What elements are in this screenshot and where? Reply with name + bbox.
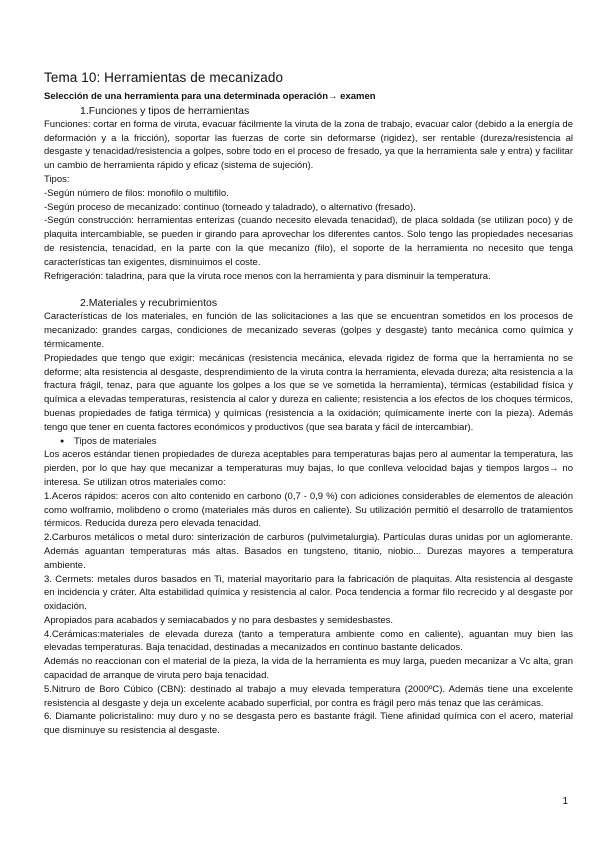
- tipo-filos: -Según número de filos: monofilo o multifilo.: [44, 187, 229, 199]
- spacer: [44, 283, 573, 296]
- item-aceros-rapidos: 1.Aceros rápidos: aceros con alto contenido en carbono (0,7 - 0,9 %) con adiciones considerables de elementos de aleación como wolframio, molibdeno o cromo (materiales más duros en caliente). Su utilización permitió el desarrollo de tratamientos térmicos. Reducida dureza pero elevada tenacidad.: [44, 490, 573, 530]
- bullet-icon: ●: [60, 437, 65, 445]
- propiedades-paragraph: Propiedades que tengo que exigir: mecánicas (resistencia mecánica, elevada rigidez de forma que la herramienta no se deforme; alta resistencia al desgaste, desprendimiento de la viruta contra la herramienta, elevada dureza; alta resistencia a la fractura frágil, tenaz, para que aguante los golpes a los que se ve sometida la herramienta), térmicas (estabilidad física y química a elevadas temperaturas, resistencia al calor y dureza en caliente; resistencia a los efectos de los choques térmicos, buenas propiedades de fatiga térmica) y químicas (resistencia a la oxidación; químicamente inerte con la pieza). Además tengo que tener en cuenta factores económicos y productivos (que sea barata y fácil de intercambiar).: [44, 352, 573, 433]
- item-cermets-extra: Apropiados para acabados y semiacabados y no para desbastes y semidesbastes.: [44, 614, 394, 626]
- tipo-construccion: -Según construcción: herramientas enterizas (cuando necesito elevada tenacidad), de placa soldada (se utilizan poco) y de plaquita intercambiable, se pueden ir girando para aprovechar los diferentes cantos. Solo tengo las propiedades necesarias de resistencia, tenacidad, en la parte con la que mecanizo (filo), el soporte de la herramienta no necesito que tenga características tan exigentes, disminuimos el coste.: [44, 215, 573, 268]
- tipos-label: Tipos:: [44, 173, 70, 185]
- page-title: Tema 10: Herramientas de mecanizado: [44, 70, 284, 85]
- refrigeracion-paragraph: Refrigeración: taladrina, para que la viruta roce menos con la herramienta y para disminuir la temperatura.: [44, 270, 491, 282]
- bullet-item: [44, 435, 573, 449]
- item-carburos: 2.Carburos metálicos o metal duro: sinterización de carburos (pulvimetalurgia). Partículas duras unidas por un aglomerante. Además aguantan temperaturas más altas. Basados en tungsteno, titanio, niobio... Durezas mayores a temperatura ambiente.: [44, 532, 573, 571]
- funciones-paragraph: Funciones: cortar en forma de viruta, evacuar fácilmente la viruta de la zona de trabajo, evacuar calor (debido a la energía de deformación y a la fricción), soportar las fuerzas de corte sin deformarse (rigidez), ser rentable (dureza/resistencia al desgaste y tenacidad/resistencia a golpes, sobre todo en el proceso de fresado, ya que la herramienta sale y entra) y facilitar un cambio de herramienta rápido y eficaz (sistema de sujeción).: [44, 118, 573, 172]
- item-ceramicas: 4.Cerámicas:materiales de elevada dureza (tanto a temperatura ambiente como en caliente), aguantan muy bien las elevadas temperaturas. Baja tenacidad, destinadas a mecanizados en continuo bastante delicados.: [44, 628, 573, 654]
- tipo-proceso: -Según proceso de mecanizado: continuo (torneado y taladrado), o alternativo (fresado).: [44, 201, 416, 213]
- page-number: 1: [562, 796, 568, 807]
- item-cermets: 3. Cermets: metales duros basados en Ti, material mayoritario para la fabricación de plaquitas. Alta resistencia al desgaste en incidencia y cráter. Alta estabilidad química y resistencia al calor. Poca tendencia a formar filo recrecido y al desgaste por oxidación.: [44, 573, 573, 613]
- item-diamante: 6. Diamante policristalino: muy duro y no se desgasta pero es bastante frágil. Tiene afinidad química con el acero, material que disminuye su resistencia al desgaste.: [44, 711, 573, 737]
- section2-heading: 2.Materiales y recubrimientos: [80, 297, 218, 310]
- aceros-intro-paragraph: Los aceros estándar tienen propiedades de dureza aceptables para temperaturas bajas pero al aumentar la temperatura, las pierden, por lo que hay que mecanizar a temperaturas muy bajas, lo que conlleva velocidad bajas y tiempos largos→ no interesa. Se utilizan otros materiales como:: [44, 449, 573, 488]
- item-ceramicas-extra: Además no reaccionan con el material de la pieza, la vida de la herramienta es muy larga, pueden mecanizar a Vc alta, gran capacidad de arranque de viruta pero baja tenacidad.: [44, 656, 573, 682]
- document-body: [44, 90, 573, 738]
- subtitle: Selección de una herramienta para una determinada operación→ examen: [44, 91, 376, 102]
- bullet-text: Tipos de materiales: [74, 435, 157, 447]
- section1-heading: 1.Funciones y tipos de herramientas: [80, 104, 250, 117]
- caracteristicas-paragraph: Características de los materiales, en función de las solicitaciones a las que se encuentran sometidos en los procesos de mecanizado: grandes cargas, condiciones de mecanizado severas (golpes y desgaste) tanto mecánica como química y térmicamente.: [44, 311, 573, 350]
- item-cbn: 5.Nitruro de Boro Cúbico (CBN): destinado al trabajo a muy elevada temperatura (2000ºC). Además tiene una excelente resistencia al desgaste y deja un excelente acabado superficial, por contra es frágil pero más tenaz que las cerámicas.: [44, 683, 573, 709]
